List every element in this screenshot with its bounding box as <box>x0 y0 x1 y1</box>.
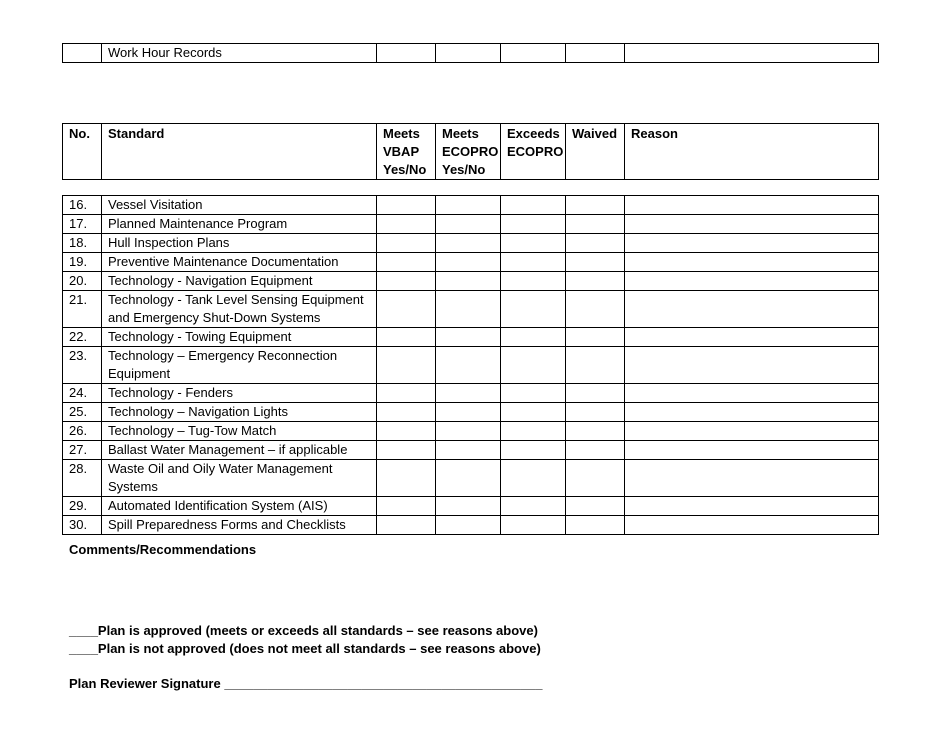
exceeds-ecopro-cell[interactable] <box>501 272 566 291</box>
meets-vbap-cell[interactable] <box>377 441 436 460</box>
table-row <box>63 272 879 291</box>
exceeds-ecopro-cell[interactable] <box>501 441 566 460</box>
meets-ecopro-cell[interactable] <box>436 291 501 328</box>
header-meets-ecopro-line-3: Yes/No <box>442 162 486 177</box>
meets-vbap-cell[interactable] <box>377 44 436 63</box>
meets-vbap-cell[interactable] <box>377 215 436 234</box>
meets-vbap-cell[interactable] <box>377 253 436 272</box>
meets-ecopro-cell[interactable] <box>436 44 501 63</box>
header-waived: Waived <box>566 124 625 180</box>
waived-cell[interactable] <box>566 196 625 215</box>
table-row <box>63 422 879 441</box>
not-approved-line[interactable]: ____Plan is not approved (does not meet all standards – see reasons above) <box>69 641 541 656</box>
meets-ecopro-cell[interactable] <box>436 516 501 535</box>
exceeds-ecopro-cell[interactable] <box>501 196 566 215</box>
reason-cell[interactable] <box>625 253 879 272</box>
table-row <box>63 196 879 215</box>
reason-cell[interactable] <box>625 460 879 497</box>
meets-vbap-cell[interactable] <box>377 347 436 384</box>
row-number: 22. <box>63 328 102 347</box>
row-standard: Spill Preparedness Forms and Checklists <box>102 516 377 535</box>
row-number: 16. <box>63 196 102 215</box>
waived-cell[interactable] <box>566 403 625 422</box>
row-standard: Automated Identification System (AIS) <box>102 497 377 516</box>
row-number: 23. <box>63 347 102 384</box>
reason-cell[interactable] <box>625 291 879 328</box>
header-exceeds-ecopro <box>501 124 566 180</box>
table-row <box>63 215 879 234</box>
header-exceeds-ecopro-line-1: Exceeds <box>507 126 560 141</box>
meets-ecopro-cell[interactable] <box>436 234 501 253</box>
reason-cell[interactable] <box>625 196 879 215</box>
table-row <box>63 44 879 63</box>
waived-cell[interactable] <box>566 44 625 63</box>
row-number: 27. <box>63 441 102 460</box>
reason-cell[interactable] <box>625 497 879 516</box>
meets-ecopro-cell[interactable] <box>436 215 501 234</box>
meets-vbap-cell[interactable] <box>377 460 436 497</box>
row-standard: Technology - Tank Level Sensing Equipment and Emergency Shut-Down Systems <box>102 291 377 328</box>
waived-cell[interactable] <box>566 272 625 291</box>
standards-header-table <box>62 123 879 180</box>
row-standard: Work Hour Records <box>102 44 377 63</box>
exceeds-ecopro-cell[interactable] <box>501 291 566 328</box>
meets-vbap-cell[interactable] <box>377 403 436 422</box>
waived-cell[interactable] <box>566 291 625 328</box>
meets-ecopro-cell[interactable] <box>436 196 501 215</box>
header-meets-ecopro-line-1: Meets <box>442 126 479 141</box>
meets-ecopro-cell[interactable] <box>436 384 501 403</box>
meets-ecopro-cell[interactable] <box>436 497 501 516</box>
waived-cell[interactable] <box>566 497 625 516</box>
meets-ecopro-cell[interactable] <box>436 328 501 347</box>
table-row <box>63 234 879 253</box>
header-reason: Reason <box>625 124 879 180</box>
meets-ecopro-cell[interactable] <box>436 403 501 422</box>
exceeds-ecopro-cell[interactable] <box>501 403 566 422</box>
meets-ecopro-cell[interactable] <box>436 347 501 384</box>
row-standard: Technology – Navigation Lights <box>102 403 377 422</box>
reason-cell[interactable] <box>625 403 879 422</box>
header-meets-ecopro-line-2: ECOPRO <box>442 144 499 159</box>
row-standard: Preventive Maintenance Documentation <box>102 253 377 272</box>
waived-cell[interactable] <box>566 422 625 441</box>
meets-vbap-cell[interactable] <box>377 272 436 291</box>
row-number: 17. <box>63 215 102 234</box>
meets-ecopro-cell[interactable] <box>436 272 501 291</box>
row-number <box>63 44 102 63</box>
waived-cell[interactable] <box>566 441 625 460</box>
header-meets-vbap-line-1: Meets <box>383 126 420 141</box>
reason-cell[interactable] <box>625 215 879 234</box>
table-row <box>63 441 879 460</box>
row-standard: Waste Oil and Oily Water Management Systems <box>102 460 377 497</box>
waived-cell[interactable] <box>566 460 625 497</box>
table-row <box>63 384 879 403</box>
meets-vbap-cell[interactable] <box>377 328 436 347</box>
header-meets-vbap <box>377 124 436 180</box>
table-row <box>63 460 879 497</box>
exceeds-ecopro-cell[interactable] <box>501 328 566 347</box>
reason-cell[interactable] <box>625 347 879 384</box>
meets-ecopro-cell[interactable] <box>436 460 501 497</box>
row-number: 18. <box>63 234 102 253</box>
table-row <box>63 291 879 328</box>
standards-table <box>62 195 879 535</box>
reason-cell[interactable] <box>625 384 879 403</box>
meets-vbap-cell[interactable] <box>377 516 436 535</box>
waived-cell[interactable] <box>566 215 625 234</box>
waived-cell[interactable] <box>566 516 625 535</box>
exceeds-ecopro-cell[interactable] <box>501 234 566 253</box>
header-meets-vbap-line-3: Yes/No <box>383 162 427 177</box>
meets-vbap-cell[interactable] <box>377 196 436 215</box>
exceeds-ecopro-cell[interactable] <box>501 384 566 403</box>
header-meets-vbap-line-2: VBAP <box>383 144 420 159</box>
reason-cell[interactable] <box>625 328 879 347</box>
row-standard: Technology - Navigation Equipment <box>102 272 377 291</box>
header-exceeds-ecopro-line-2: ECOPRO <box>507 144 564 159</box>
row-number: 28. <box>63 460 102 497</box>
waived-cell[interactable] <box>566 347 625 384</box>
reason-cell[interactable] <box>625 422 879 441</box>
table-row <box>63 497 879 516</box>
row-standard: Vessel Visitation <box>102 196 377 215</box>
table-row <box>63 347 879 384</box>
meets-ecopro-cell[interactable] <box>436 441 501 460</box>
row-number: 24. <box>63 384 102 403</box>
reason-cell[interactable] <box>625 441 879 460</box>
comments-label: Comments/Recommendations <box>69 542 257 557</box>
row-standard: Technology - Towing Equipment <box>102 328 377 347</box>
reason-cell[interactable] <box>625 234 879 253</box>
row-number: 21. <box>63 291 102 328</box>
meets-ecopro-cell[interactable] <box>436 253 501 272</box>
meets-vbap-cell[interactable] <box>377 422 436 441</box>
waived-cell[interactable] <box>566 328 625 347</box>
exceeds-ecopro-cell[interactable] <box>501 347 566 384</box>
row-number: 29. <box>63 497 102 516</box>
meets-vbap-cell[interactable] <box>377 291 436 328</box>
table-row <box>63 328 879 347</box>
meets-ecopro-cell[interactable] <box>436 422 501 441</box>
row-number: 25. <box>63 403 102 422</box>
header-row <box>63 124 879 180</box>
row-number: 30. <box>63 516 102 535</box>
exceeds-ecopro-cell[interactable] <box>501 460 566 497</box>
header-standard: Standard <box>102 124 377 180</box>
meets-vbap-cell[interactable] <box>377 497 436 516</box>
row-standard: Hull Inspection Plans <box>102 234 377 253</box>
table-row <box>63 516 879 535</box>
row-standard: Ballast Water Management – if applicable <box>102 441 377 460</box>
approved-line[interactable]: ____Plan is approved (meets or exceeds all standards – see reasons above) <box>69 623 538 638</box>
exceeds-ecopro-cell[interactable] <box>501 422 566 441</box>
row-number: 19. <box>63 253 102 272</box>
header-no: No. <box>63 124 102 180</box>
row-standard: Technology – Emergency Reconnection Equipment <box>102 347 377 384</box>
table-row <box>63 403 879 422</box>
signature-line[interactable]: Plan Reviewer Signature ____________________________________________ <box>69 676 543 691</box>
waived-cell[interactable] <box>566 253 625 272</box>
waived-cell[interactable] <box>566 234 625 253</box>
exceeds-ecopro-cell[interactable] <box>501 497 566 516</box>
waived-cell[interactable] <box>566 384 625 403</box>
row-standard: Technology – Tug-Tow Match <box>102 422 377 441</box>
exceeds-ecopro-cell[interactable] <box>501 215 566 234</box>
exceeds-ecopro-cell[interactable] <box>501 253 566 272</box>
reason-cell[interactable] <box>625 44 879 63</box>
exceeds-ecopro-cell[interactable] <box>501 44 566 63</box>
row-standard: Technology - Fenders <box>102 384 377 403</box>
meets-vbap-cell[interactable] <box>377 384 436 403</box>
meets-vbap-cell[interactable] <box>377 234 436 253</box>
row-number: 26. <box>63 422 102 441</box>
row-number: 20. <box>63 272 102 291</box>
reason-cell[interactable] <box>625 272 879 291</box>
exceeds-ecopro-cell[interactable] <box>501 516 566 535</box>
top-records-table <box>62 43 879 63</box>
row-standard: Planned Maintenance Program <box>102 215 377 234</box>
header-meets-ecopro <box>436 124 501 180</box>
table-row <box>63 253 879 272</box>
standards-table-body <box>63 196 879 535</box>
reason-cell[interactable] <box>625 516 879 535</box>
